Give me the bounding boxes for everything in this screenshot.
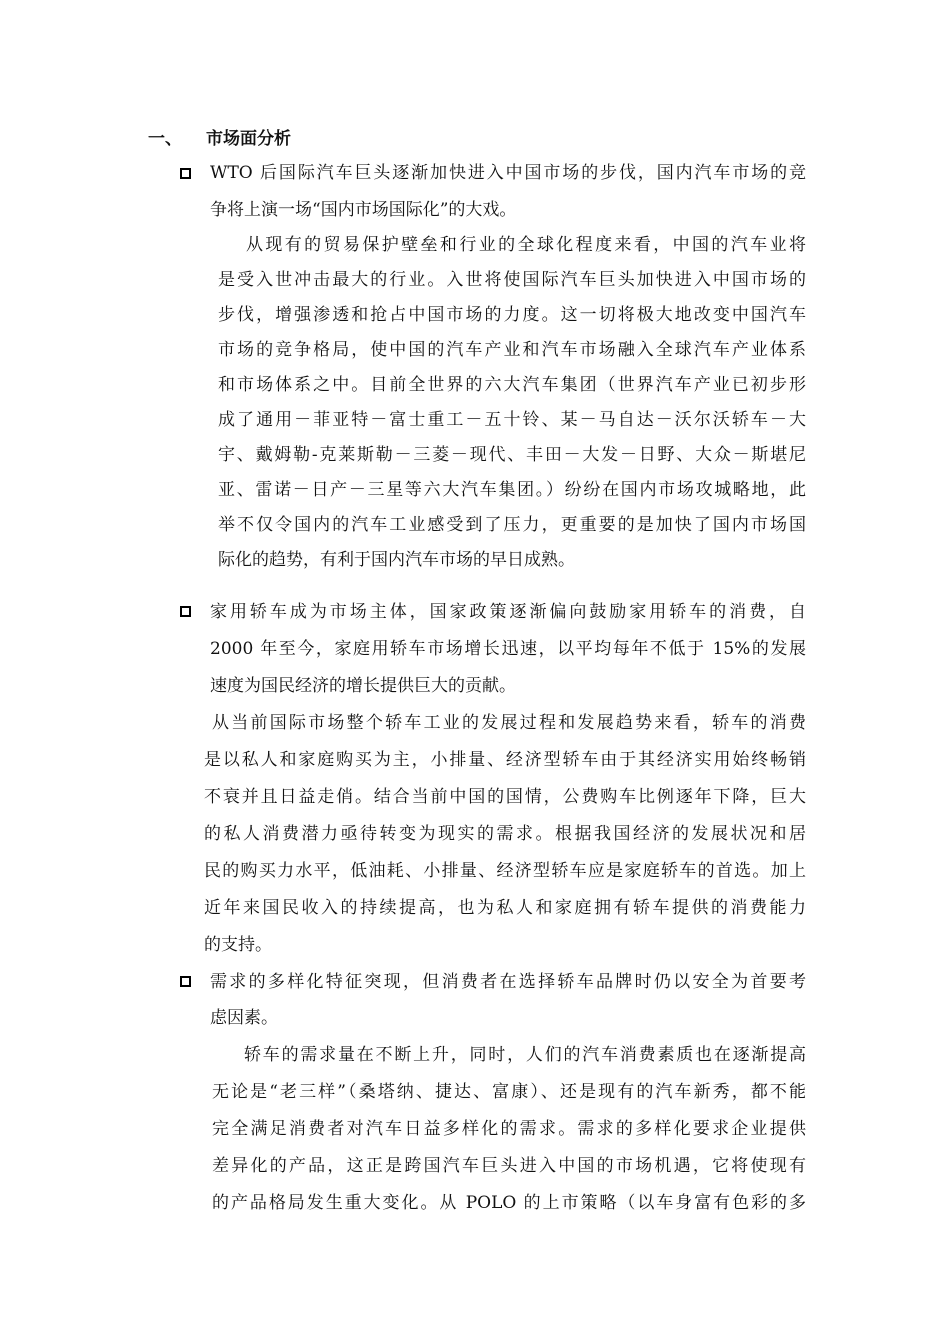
- bullet-text-line: 需求的多样化特征突现，但消费者在选择轿车品牌时仍以安全为首要考: [210, 972, 806, 992]
- paragraph-line: 轿车的需求量在不断上升，同时，人们的汽车消费素质也在逐渐提高: [244, 1045, 806, 1065]
- paragraph-line: 亚、雷诺－日产－三星等六大汽车集团。）纷纷在国内市场攻城略地，此: [218, 480, 806, 500]
- paragraph-line: 市场的竞争格局，使中国的汽车产业和汽车市场融入全球汽车产业体系: [218, 340, 806, 360]
- paragraph-line: 完全满足消费者对汽车日益多样化的需求。需求的多样化要求企业提供: [212, 1119, 806, 1139]
- bullet-text-line: WTO 后国际汽车巨头逐渐加快进入中国市场的步伐，国内汽车市场的竞: [210, 163, 806, 183]
- paragraph-line: 宇、戴姆勒-克莱斯勒－三菱－现代、丰田－大发－日野、大众－斯堪尼: [218, 445, 806, 465]
- section-heading: [148, 124, 291, 154]
- paragraph-line: 民的购买力水平，低油耗、小排量、经济型轿车应是家庭轿车的首选。加上: [204, 861, 806, 881]
- bullet-text-line: 2000 年至今，家庭用轿车市场增长迅速，以平均每年不低于 15%的发展: [210, 639, 806, 659]
- paragraph-line: 从当前国际市场整个轿车工业的发展过程和发展趋势来看，轿车的消费: [212, 713, 806, 733]
- paragraph-line: 际化的趋势，有利于国内汽车市场的早日成熟。: [218, 550, 575, 570]
- section-number: 一、: [148, 129, 182, 149]
- bullet-text-line: 速度为国民经济的增长提供巨大的贡献。: [210, 676, 516, 696]
- paragraph-line: 从现有的贸易保护壁垒和行业的全球化程度来看，中国的汽车业将: [246, 235, 806, 255]
- square-bullet-icon: [180, 976, 191, 987]
- paragraph-line: 和市场体系之中。目前全世界的六大汽车集团（世界汽车产业已初步形: [218, 375, 806, 395]
- paragraph-line: 是受入世冲击最大的行业。入世将使国际汽车巨头加快进入中国市场的: [218, 270, 806, 290]
- section-title: 市场面分析: [206, 129, 291, 149]
- paragraph-line: 的产品格局发生重大变化。从 POLO 的上市策略（以车身富有色彩的多: [212, 1193, 806, 1213]
- paragraph-line: 成了通用－菲亚特－富士重工－五十铃、某－马自达－沃尔沃轿车－大: [218, 410, 806, 430]
- bullet-text-line: 家用轿车成为市场主体，国家政策逐渐偏向鼓励家用轿车的消费，自: [210, 602, 806, 622]
- paragraph-line: 差异化的产品，这正是跨国汽车巨头进入中国的市场机遇，它将使现有: [212, 1156, 806, 1176]
- bullet-text-line: 争将上演一场“国内市场国际化”的大戏。: [210, 200, 517, 220]
- paragraph-line: 步伐，增强渗透和抢占中国市场的力度。这一切将极大地改变中国汽车: [218, 305, 806, 325]
- paragraph-line: 无论是“老三样”（桑塔纳、捷达、富康）、还是现有的汽车新秀，都不能: [212, 1082, 806, 1102]
- paragraph-line: 的支持。: [204, 935, 272, 955]
- square-bullet-icon: [180, 606, 191, 617]
- paragraph-line: 近年来国民收入的持续提高，也为私人和家庭拥有轿车提供的消费能力: [204, 898, 806, 918]
- paragraph-line: 举不仅令国内的汽车工业感受到了压力，更重要的是加快了国内市场国: [218, 515, 806, 535]
- bullet-text-line: 虑因素。: [210, 1008, 278, 1028]
- paragraph-line: 的私人消费潜力亟待转变为现实的需求。根据我国经济的发展状况和居: [204, 824, 806, 844]
- paragraph-line: 是以私人和家庭购买为主，小排量、经济型轿车由于其经济实用始终畅销: [204, 750, 806, 770]
- square-bullet-icon: [180, 168, 191, 179]
- paragraph-line: 不衰并且日益走俏。结合当前中国的国情，公费购车比例逐年下降，巨大: [204, 787, 806, 807]
